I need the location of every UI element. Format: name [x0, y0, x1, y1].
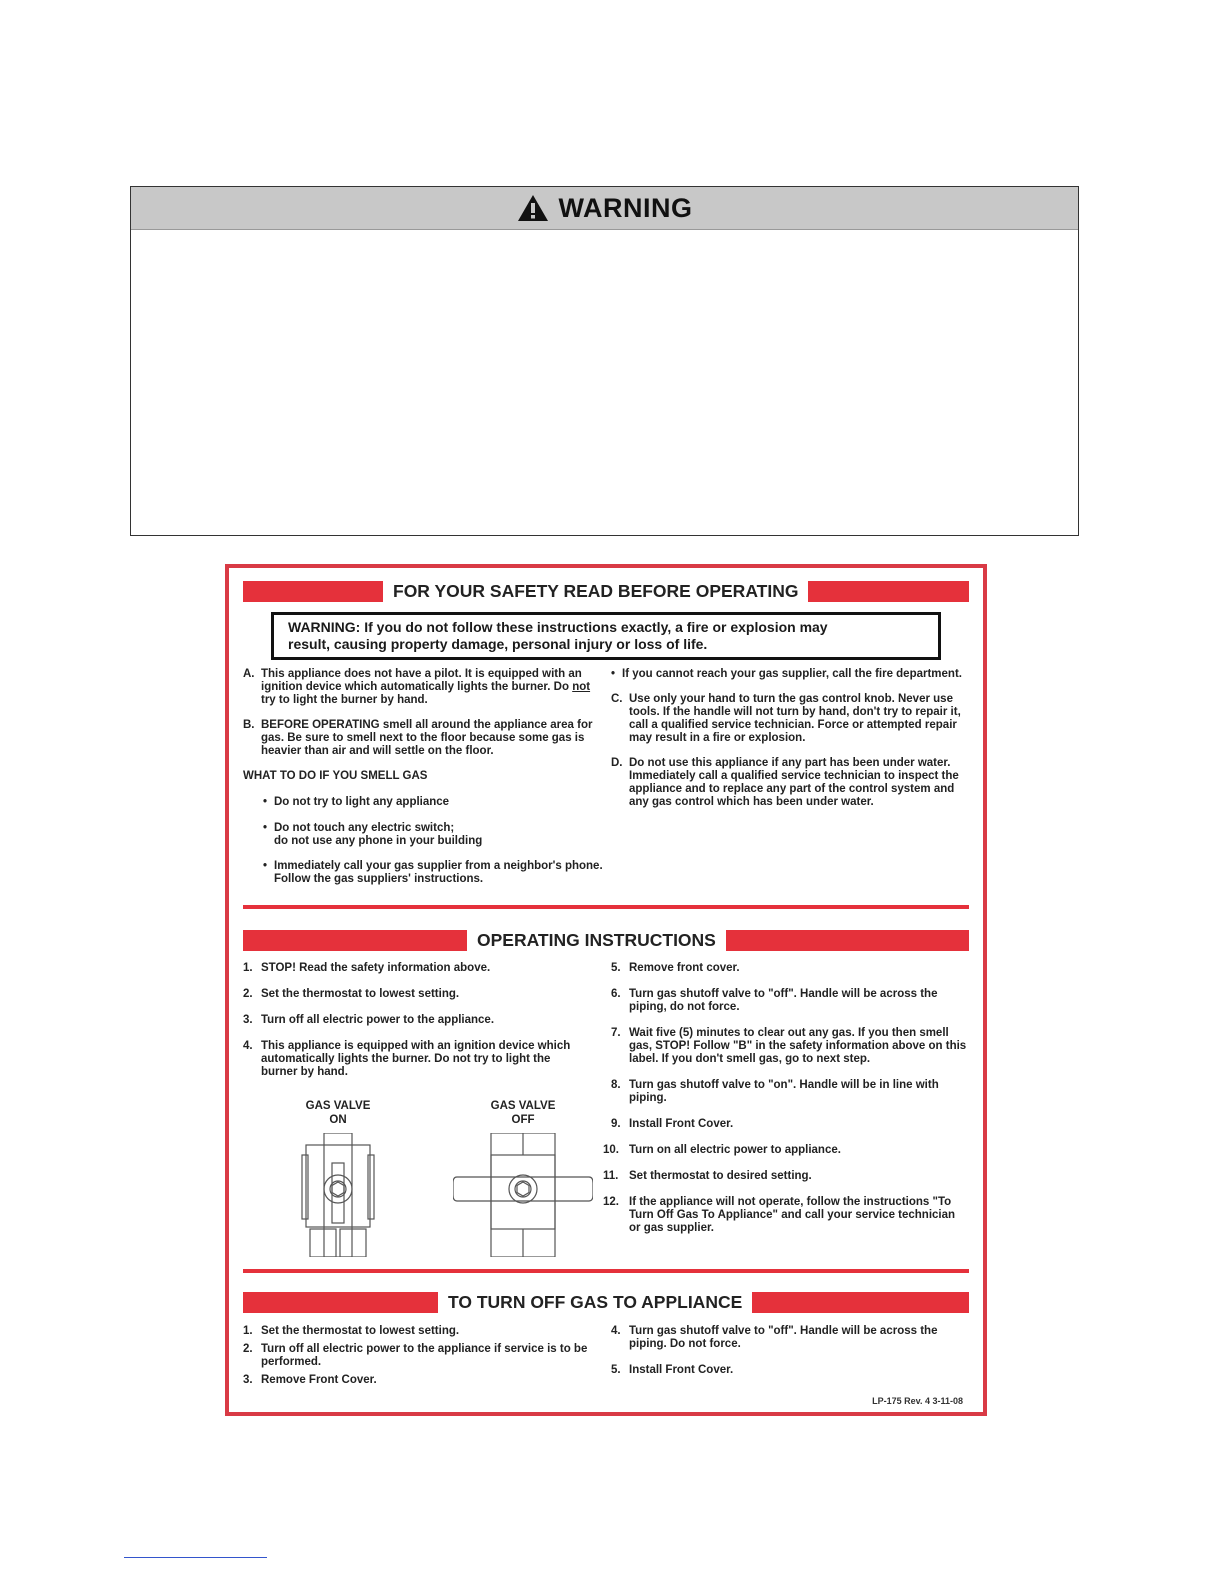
warning-box: [130, 186, 1079, 536]
operating-step: 4. This appliance is equipped with an ignition device which automatically lights the burner. Do not try to light the burner by hand.: [243, 1040, 571, 1078]
turnoff-step: 3. Remove Front Cover.: [243, 1374, 377, 1386]
operating-step: 8. Turn gas shutoff valve to "on". Handle will be in line with piping.: [611, 1079, 939, 1104]
safety-item-d: D. Do not use this appliance if any part has been under water. Immediately call a qualified service technician to inspect the appliance and to replace any part of the control system and any gas control which has been under water.: [611, 757, 959, 808]
smell-gas-bullet: • Immediately call your gas supplier from a neighbor's phone. Follow the gas suppliers' instructions.: [263, 860, 603, 885]
smell-gas-bullet: • If you cannot reach your gas supplier, call the fire department.: [611, 668, 962, 680]
smell-gas-title: WHAT TO DO IF YOU SMELL GAS: [243, 770, 428, 782]
operating-header: [243, 928, 969, 952]
safety-columns: [243, 668, 969, 886]
safety-item-b: B. BEFORE OPERATING smell all around the appliance area for gas. Be sure to smell next to the floor because some gas is heavier than air and will settle on the floor.: [243, 719, 593, 757]
turnoff-header: [243, 1290, 969, 1314]
valve-on-diagram: GAS VALVE ON: [263, 1099, 413, 1257]
operating-step: 11. Set thermostat to desired setting.: [603, 1170, 812, 1182]
warning-triangle-icon: [517, 194, 549, 222]
valve-off-diagram: GAS VALVE OFF: [443, 1099, 603, 1257]
section-divider: [243, 905, 969, 909]
turnoff-step: 5. Install Front Cover.: [611, 1364, 734, 1376]
operating-step: 10. Turn on all electric power to appliance.: [603, 1144, 841, 1156]
safety-warning-line1: WARNING: If you do not follow these instructions exactly, a fire or explosion may: [288, 619, 828, 635]
operating-step: 6. Turn gas shutoff valve to "off". Handle will be across the piping, do not force.: [611, 988, 938, 1013]
revision-code: LP-175 Rev. 4 3-11-08: [872, 1396, 963, 1406]
operating-step: 3. Turn off all electric power to the appliance.: [243, 1014, 495, 1026]
smell-gas-bullet: • Do not touch any electric switch; do not use any phone in your building: [263, 822, 483, 847]
operating-step: 12. If the appliance will not operate, follow the instructions "To Turn Off Gas To Appliance" and call your service technician or gas supplier.: [603, 1196, 956, 1234]
safety-warning-line2: result, causing property damage, personal injury or loss of life.: [288, 636, 708, 652]
turnoff-step: 1. Set the thermostat to lowest setting.: [243, 1325, 460, 1337]
safety-warning-box: [271, 612, 941, 660]
section-divider: [243, 1269, 969, 1273]
operating-step: 7. Wait five (5) minutes to clear out any gas. If you then smell gas, STOP! Follow "B" in the safety information above on this label. If you don't smell gas, go to next step.: [611, 1027, 967, 1065]
operating-step: 9. Install Front Cover.: [611, 1118, 734, 1130]
operating-columns: [243, 962, 969, 1257]
gas-valve-off-icon: [453, 1133, 593, 1257]
turnoff-step: 4. Turn gas shutoff valve to "off". Handle will be across the piping. Do not force.: [611, 1325, 938, 1350]
footnote-rule: [124, 1557, 267, 1558]
safety-header: [243, 579, 969, 603]
valve-diagrams: [243, 1099, 605, 1257]
operating-step: 1. STOP! Read the safety information above.: [243, 962, 491, 974]
operating-step: 5. Remove front cover.: [611, 962, 740, 974]
operating-step: 2. Set the thermostat to lowest setting.: [243, 988, 460, 1000]
gas-valve-on-icon: [298, 1133, 378, 1257]
turnoff-step: 2. Turn off all electric power to the appliance if service is to be performed.: [243, 1343, 588, 1368]
safety-item-a: A. This appliance does not have a pilot. It is equipped with an ignition device which automatically lights the burner. Do not try to light the burner by hand.: [243, 668, 591, 706]
safety-item-c: C. Use only your hand to turn the gas control knob. Never use tools. If the handle will not turn by hand, don't try to repair it, call a qualified service technician. Force or attempted repair may result in a fire or explosion.: [611, 693, 961, 744]
safety-label: [225, 564, 987, 1416]
safety-header-title: FOR YOUR SAFETY READ BEFORE OPERATING: [393, 580, 799, 601]
smell-gas-bullet: • Do not try to light any appliance: [263, 796, 450, 808]
turnoff-header-title: TO TURN OFF GAS TO APPLIANCE: [448, 1291, 743, 1312]
operating-header-title: OPERATING INSTRUCTIONS: [477, 929, 716, 950]
turnoff-columns: [243, 1325, 969, 1387]
warning-title: WARNING: [558, 192, 693, 223]
warning-header: [131, 187, 1078, 230]
